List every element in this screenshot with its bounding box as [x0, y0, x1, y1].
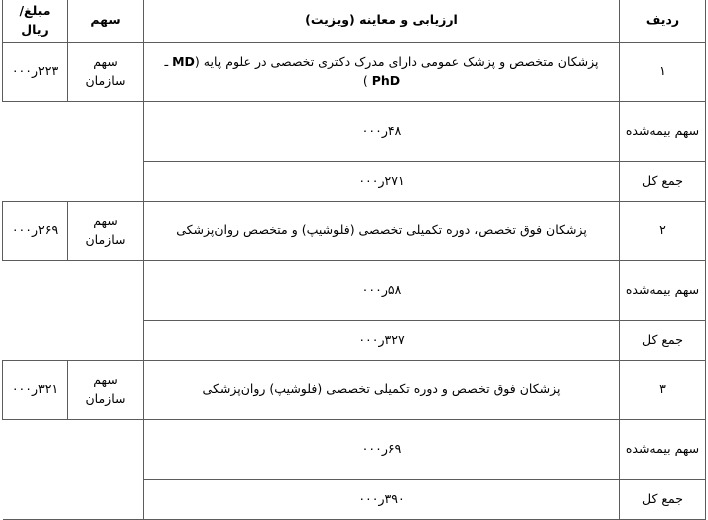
cell-insured-label: سهم بیمه‌شده [620, 419, 706, 479]
tariff-table [2, 0, 706, 520]
cell-org-amount: ۲۶۹ر۰۰۰ [3, 201, 68, 260]
cell-empty-merged [3, 101, 144, 201]
header-amount: مبلغ/ ریال [3, 0, 68, 42]
table-row [3, 360, 706, 419]
header-share: سهم [68, 0, 144, 42]
description-dash: ـ [164, 53, 173, 69]
cell-description [144, 42, 620, 101]
header-row [3, 0, 706, 42]
cell-org-share-label: سهم سازمان [68, 360, 144, 419]
cell-total-amount: ۲۷۱ر۰۰۰ [144, 161, 620, 201]
table-row [3, 419, 706, 479]
cell-description: پزشکان فوق تخصص، دوره تکمیلی تخصصی (فلوشیپ) و متخصص روان‌پزشکی [144, 201, 620, 260]
cell-row-number: ۳ [620, 360, 706, 419]
cell-row-number: ۱ [620, 42, 706, 101]
cell-org-amount: ۳۲۱ر۰۰۰ [3, 360, 68, 419]
cell-row-number: ۲ [620, 201, 706, 260]
cell-total-label: جمع کل [620, 479, 706, 519]
description-phd: PhD [371, 72, 401, 88]
description-text: پزشکان متخصص و پزشک عمومی دارای مدرک دکتری تخصصی در علوم پایه ( [194, 53, 599, 69]
header-row-number: ردیف [620, 0, 706, 42]
description-close: ) [362, 72, 372, 88]
cell-insured-amount: ۴۸ر۰۰۰ [144, 101, 620, 161]
cell-empty-merged [3, 260, 144, 360]
cell-insured-amount: ۶۹ر۰۰۰ [144, 419, 620, 479]
cell-empty-merged [3, 419, 144, 519]
table-row [3, 101, 706, 161]
cell-org-amount: ۲۲۳ر۰۰۰ [3, 42, 68, 101]
cell-insured-amount: ۵۸ر۰۰۰ [144, 260, 620, 320]
cell-total-amount: ۳۲۷ر۰۰۰ [144, 320, 620, 360]
cell-total-label: جمع کل [620, 320, 706, 360]
description-md: MD [172, 53, 195, 69]
header-service: ارزیابی و معاینه (ویزیت) [144, 0, 620, 42]
table-row [3, 201, 706, 260]
cell-insured-label: سهم بیمه‌شده [620, 101, 706, 161]
table-row [3, 260, 706, 320]
cell-insured-label: سهم بیمه‌شده [620, 260, 706, 320]
cell-org-share-label: سهم سازمان [68, 42, 144, 101]
cell-total-amount: ۳۹۰ر۰۰۰ [144, 479, 620, 519]
cell-org-share-label: سهم سازمان [68, 201, 144, 260]
table-row [3, 42, 706, 101]
cell-description: پزشکان فوق تخصص و دوره تکمیلی تخصصی (فلوشیپ) روان‌پزشکی [144, 360, 620, 419]
cell-total-label: جمع کل [620, 161, 706, 201]
